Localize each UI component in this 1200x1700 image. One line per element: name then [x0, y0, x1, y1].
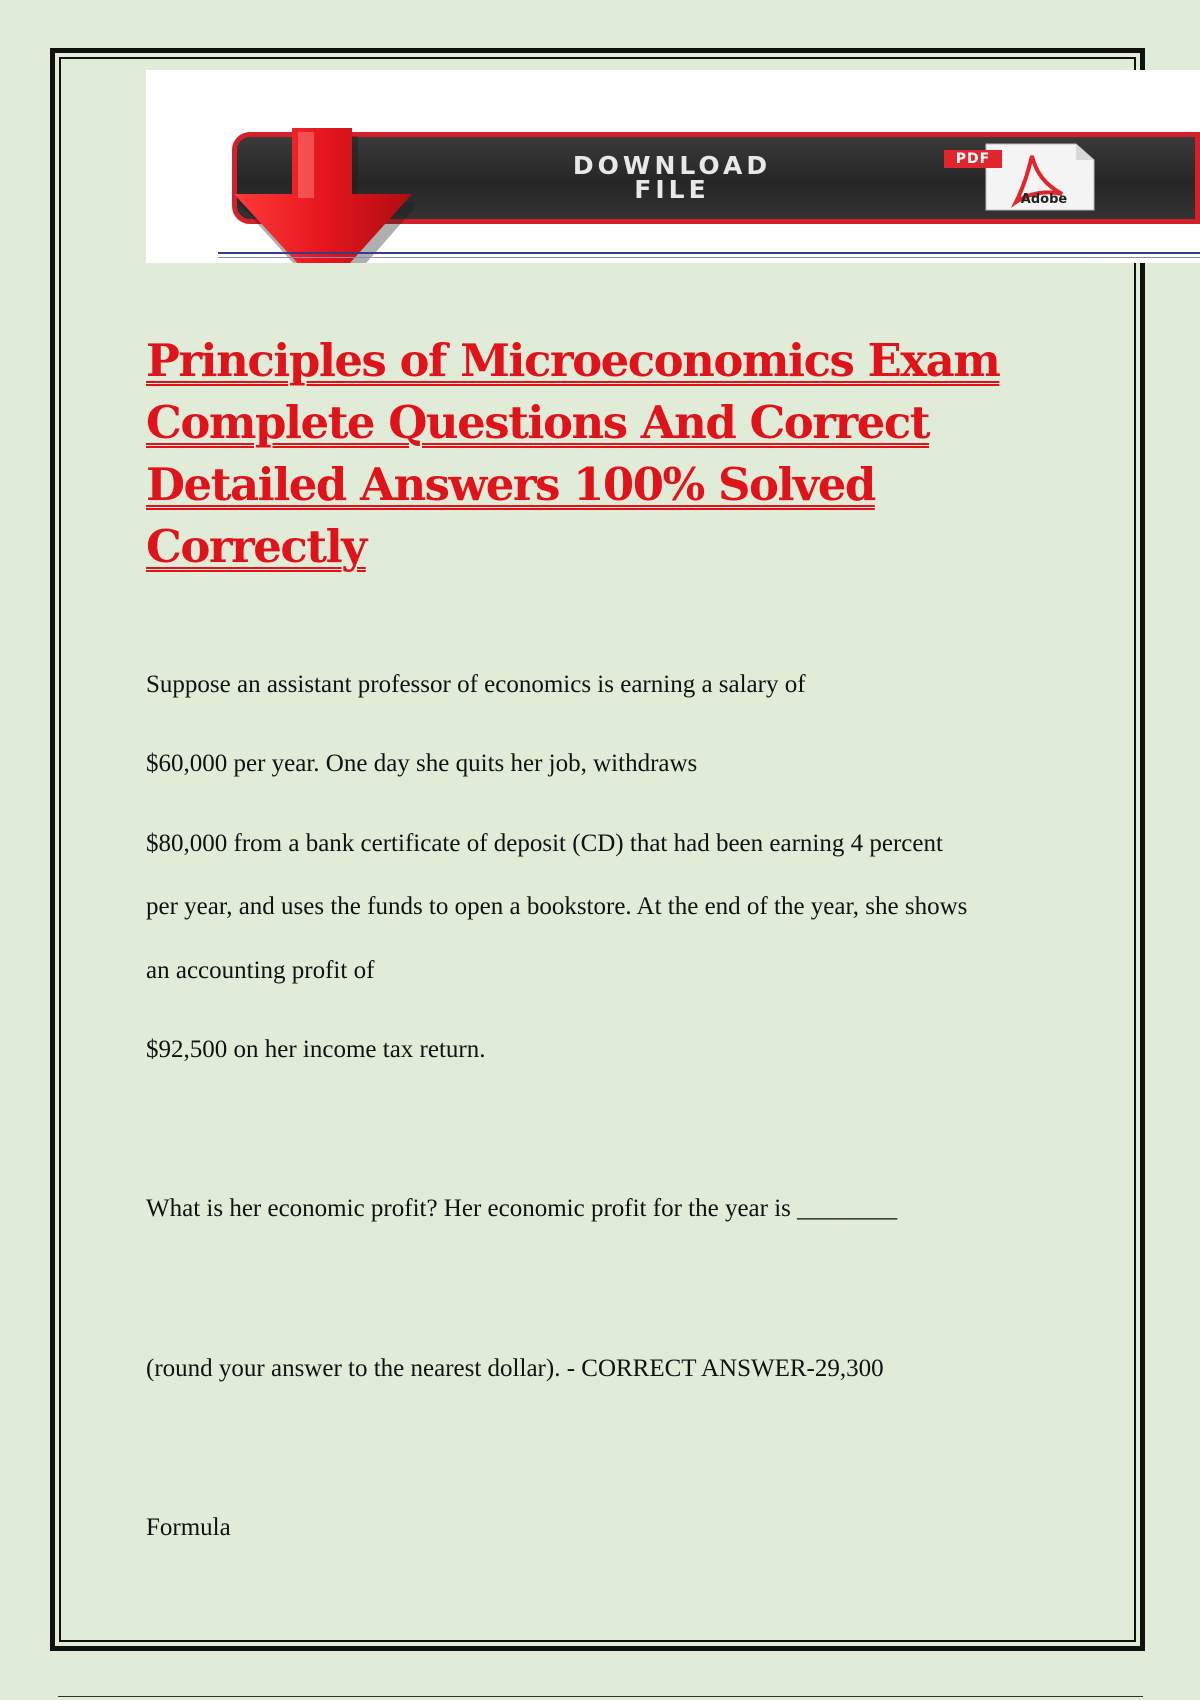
question-text-line: an accounting profit of [146, 957, 375, 984]
download-banner[interactable] [146, 70, 1200, 263]
download-arrow-icon [234, 126, 414, 263]
adobe-label: Adobe [1020, 192, 1068, 207]
question-prompt: What is her economic profit? Her economic profit for the year is ________ [146, 1195, 898, 1222]
page-bottom-rule [58, 1696, 1143, 1697]
question-text-line: $60,000 per year. One day she quits her job, withdraws [146, 750, 698, 777]
question-text-line: $92,500 on her income tax return. [146, 1036, 486, 1063]
formula-heading: Formula [146, 1514, 231, 1541]
banner-divider [218, 252, 1200, 258]
question-text-line: Suppose an assistant professor of economics is earning a salary of [146, 671, 806, 698]
download-label-line1: DOWNLOAD [572, 151, 772, 180]
download-label-line2: FILE [634, 175, 710, 204]
question-text-line: per year, and uses the funds to open a bookstore. At the end of the year, she shows [146, 893, 968, 920]
pdf-label: PDF [944, 150, 1002, 168]
document-title: Principles of Microeconomics Exam Complete Questions And Correct Detailed Answers 100% Solved Correctly [146, 334, 1000, 573]
correct-answer: (round your answer to the nearest dollar). - CORRECT ANSWER-29,300 [146, 1355, 884, 1382]
question-text-line: $80,000 from a bank certificate of deposit (CD) that had been earning 4 percent [146, 830, 943, 857]
download-label [482, 151, 862, 204]
